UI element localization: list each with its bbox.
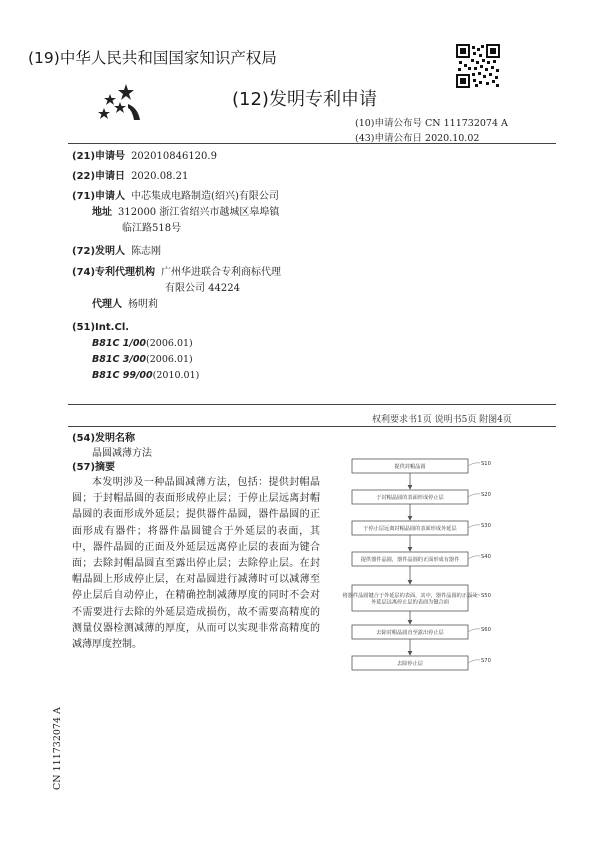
header-divider — [68, 143, 556, 144]
abstract-text — [72, 475, 320, 653]
publication-number: (10)申请公布号 CN 111732074 A — [355, 118, 508, 129]
flow-step-text: 去除停止层 — [397, 661, 423, 667]
applicant-row — [72, 190, 279, 203]
flow-step-label: S40 — [481, 554, 491, 560]
agency-label: (74)专利代理机构 — [72, 267, 156, 278]
applicant-label: (71)申请人 — [72, 191, 126, 202]
abstract-label-row — [72, 461, 115, 474]
application-number: 202010846120.9 — [131, 151, 217, 162]
ipc-entry — [92, 338, 193, 349]
office-name: (19)中华人民共和国国家知识产权局 — [28, 49, 277, 67]
intcl-label — [72, 321, 129, 334]
ipc-code: B81C 99/00 — [92, 370, 153, 381]
applicant-name: 中芯集成电路制造(绍兴)有限公司 — [131, 191, 279, 202]
flow-step-label: S20 — [481, 492, 491, 498]
address-line-1: 312000 浙江省绍兴市越城区皋埠镇 — [118, 207, 280, 218]
flow-step-leader — [468, 525, 480, 528]
flow-step-leader — [468, 660, 480, 663]
flow-step-label: S30 — [481, 523, 491, 529]
ipc-code: B81C 1/00 — [92, 338, 147, 349]
biblio-divider — [68, 404, 556, 405]
application-date-row — [72, 170, 188, 183]
address-line-2: 临江路518号 — [122, 223, 182, 234]
pages-divider — [68, 426, 556, 427]
flow-step-text: 于封帽晶圆的表面形成停止层 — [376, 495, 444, 501]
agency-row — [72, 266, 281, 279]
agency-name: 广州华进联合专利商标代理 — [161, 267, 282, 278]
application-number-row — [72, 150, 217, 163]
agency-line-2: 有限公司 44224 — [165, 283, 240, 294]
application-number-label: (21)申请号 — [72, 151, 126, 162]
flow-step-leader — [468, 494, 480, 497]
flow-step-leader — [468, 629, 480, 632]
ipc-entry — [92, 370, 199, 381]
flow-step-text: 于停止层远离封帽晶圆的表面形成外延层 — [363, 526, 457, 532]
document-type-title: (12)发明专利申请 — [232, 89, 377, 110]
abstract-label: (57)摘要 — [72, 462, 116, 473]
application-date: 2020.08.21 — [131, 171, 189, 182]
intcl-label-text: (51)Int.Cl. — [72, 322, 130, 333]
flowchart — [340, 455, 500, 680]
flow-step-text: 提供封帽晶圆 — [394, 464, 426, 470]
address-row — [92, 206, 279, 219]
flow-step-label: S50 — [481, 593, 491, 599]
address-label: 地址 — [92, 207, 112, 218]
title-label-row — [72, 432, 135, 445]
inventor-name: 陈志刚 — [131, 246, 162, 257]
flow-step-text: 去除封帽晶圆直至露出停止层 — [376, 630, 444, 636]
ipc-entry — [92, 354, 193, 365]
title-label: (54)发明名称 — [72, 433, 136, 444]
flow-step-leader — [468, 463, 480, 466]
flow-step-text: 将器件晶圆键合于外延层的表面，其中，器件晶圆的正面及 — [342, 592, 478, 599]
flow-step-label: S10 — [481, 461, 491, 467]
side-publication-number: CN 111732074 A — [52, 707, 63, 790]
flow-step-leader — [468, 556, 480, 559]
ipc-code: B81C 3/00 — [92, 354, 147, 365]
qr-code-icon — [456, 44, 500, 88]
abstract-paragraph: 本发明涉及一种晶圆减薄方法，包括：提供封帽晶圆；于封帽晶圆的表面形成停止层；于停止层远离封帽晶圆的表面形成外延层；提供器件晶圆，器件晶圆的正面形成有器件；将器件晶圆键合于外延层的表面，其中，器件晶圆的正面及外延层远离停止层的表面为键合面；去除封帽晶圆直至露出停止层；去除停止层。在封帽晶圆上形成停止层，在对晶圆进行减薄时可以减薄至停止层后自动停止，在精确控制减薄厚度的同时不会对不需要进行去除的外延层造成损伤，故不需要高精度的测量仪器检测减薄的厚度，从而可以实现非常高精度的减薄厚度控制。 — [72, 477, 320, 651]
page-count-info: 权利要求书1页 说明书5页 附图4页 — [372, 415, 512, 425]
publication-date: (43)申请公布日 2020.10.02 — [355, 133, 480, 144]
invention-title: 晶圆减薄方法 — [92, 448, 152, 459]
flow-step-label: S70 — [481, 658, 491, 664]
inventor-row — [72, 245, 161, 258]
flow-step-text: 外延层远离停止层的表面为键合面 — [371, 599, 449, 606]
flow-step-text: 提供器件晶圆，器件晶圆的正面形成有器件 — [360, 557, 460, 563]
flow-step-label: S60 — [481, 627, 491, 633]
inventor-label: (72)发明人 — [72, 246, 126, 257]
ipc-version: (2006.01) — [146, 338, 193, 349]
office-emblem-icon — [98, 82, 142, 122]
agent-name: 杨明莉 — [128, 299, 158, 310]
ipc-version: (2006.01) — [146, 354, 193, 365]
ipc-version: (2010.01) — [152, 370, 200, 381]
agent-row — [92, 298, 158, 311]
agent-label: 代理人 — [92, 299, 122, 310]
application-date-label: (22)申请日 — [72, 171, 126, 182]
